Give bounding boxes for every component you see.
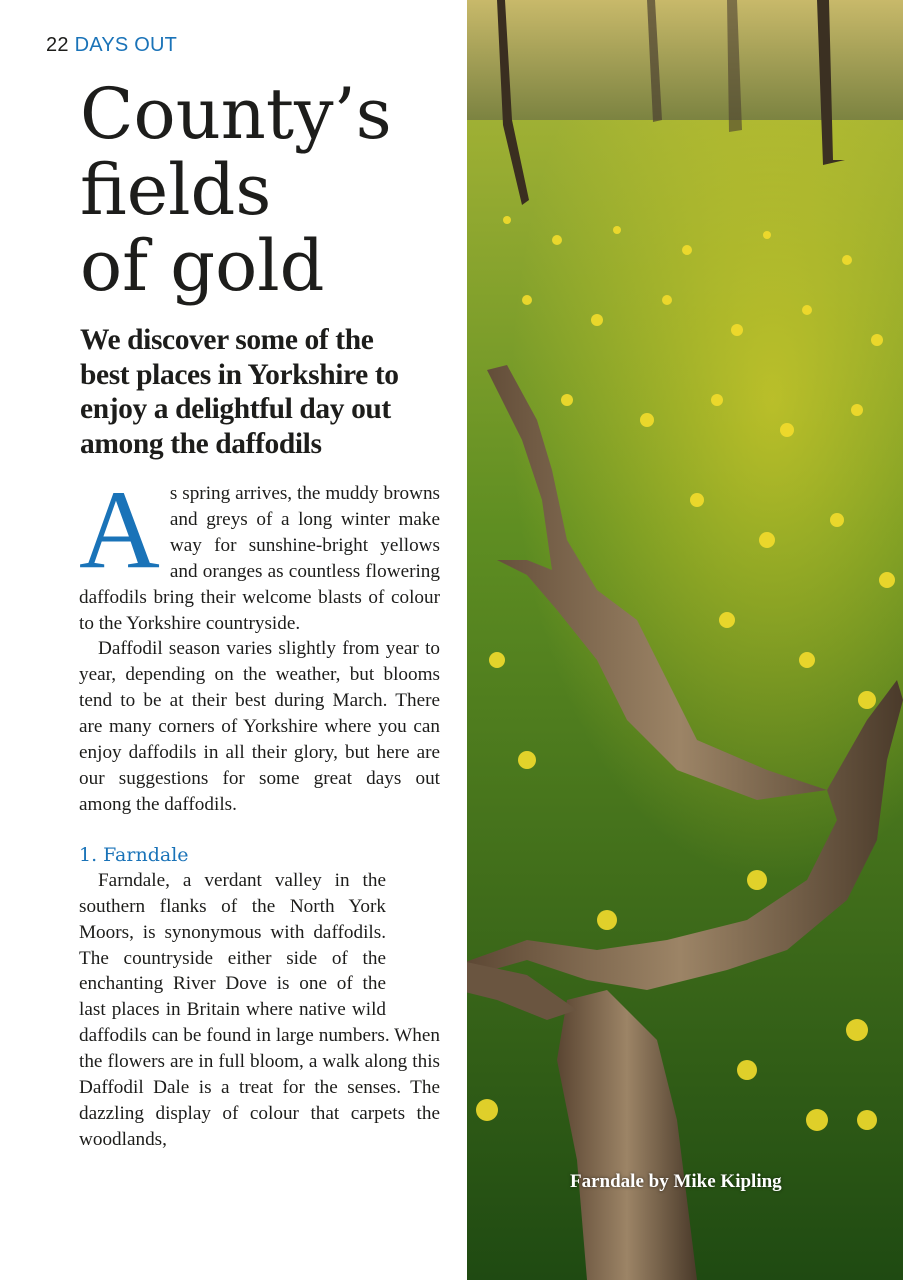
page-number: 22 bbox=[46, 34, 69, 56]
standfirst-line: among the daffodils bbox=[80, 427, 322, 460]
section-heading-farndale: 1. Farndale bbox=[79, 843, 189, 866]
standfirst-line: best places in Yorkshire to bbox=[80, 358, 399, 391]
headline-line: of gold bbox=[80, 225, 325, 307]
headline-line: fields bbox=[80, 149, 272, 231]
standfirst bbox=[80, 323, 450, 461]
intro-text: s spring arrives, the muddy browns and greys of a long winter make way for sunshine-bright yellows and oranges as countless flowering daffodils bring their welcome blasts of colour to the Yorkshire countryside. bbox=[79, 483, 440, 634]
article-body bbox=[79, 468, 440, 1153]
standfirst-line: We discover some of the bbox=[80, 324, 374, 356]
photo-illustration bbox=[467, 0, 903, 1280]
headline bbox=[80, 73, 392, 307]
section-label: DAYS OUT bbox=[74, 34, 178, 56]
drop-cap: A bbox=[79, 468, 160, 592]
folio bbox=[46, 34, 177, 57]
headline-line: County’s bbox=[80, 73, 392, 155]
body-paragraph: Daffodil season varies slightly from year to year, depending on the weather, but blooms tend to be at their best during March. There are many corners of Yorkshire where you can enjoy daffodils in all their glory, but here are our suggestions for some great days out among the daffodils. bbox=[79, 638, 440, 815]
intro-paragraph bbox=[79, 468, 440, 636]
photo-caption: Farndale by Mike Kipling bbox=[570, 1171, 782, 1192]
farndale-text: Farndale, a verdant valley in the southern flanks of the North York Moors, is synonymous with daffodils. The countryside either side of the enchanting River Dove is one of the last places in Britain where native wild daffodils can be found in large numbers. When the flowers are in full bloom, a walk along this Daffodil Dale is a treat for the senses. The dazzling display of colour that carpets the woodlands, bbox=[79, 869, 440, 1150]
body-paragraph-farndale bbox=[79, 868, 440, 1153]
standfirst-line: enjoy a delightful day out bbox=[80, 393, 391, 425]
daffodil-photo bbox=[467, 0, 903, 1280]
